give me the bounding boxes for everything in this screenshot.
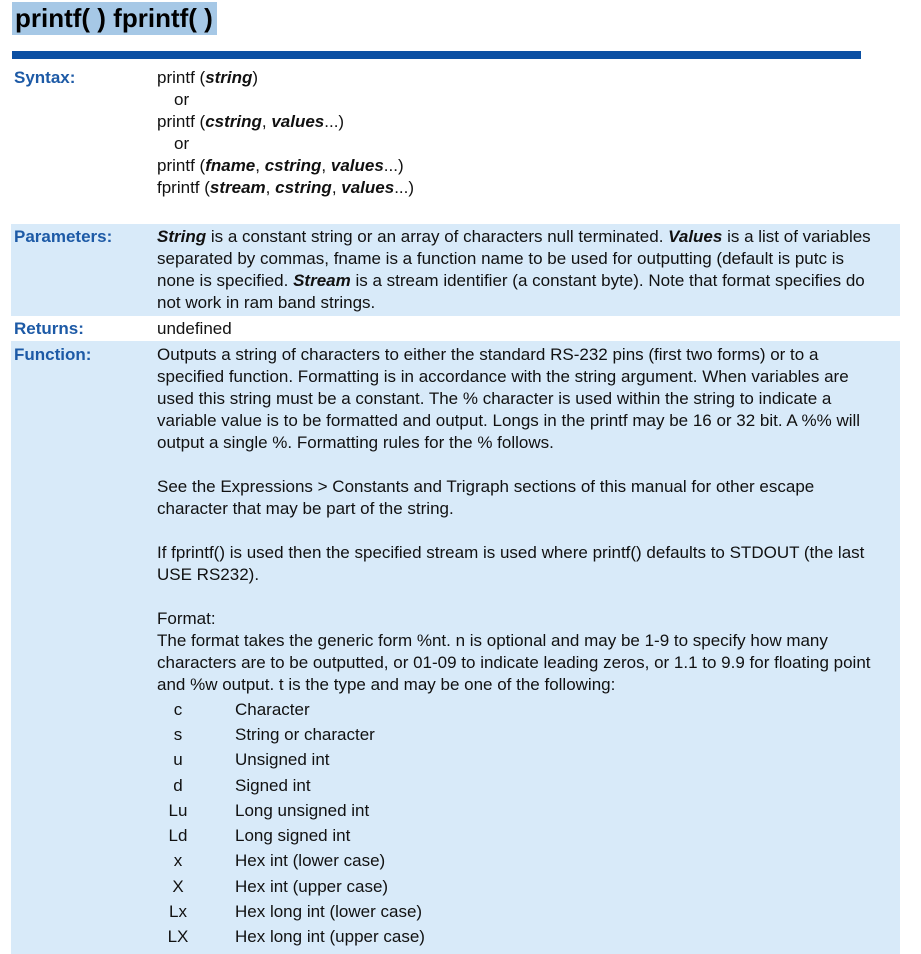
param-desc: is a constant string or an array of characters null terminated. <box>206 227 669 246</box>
param-term: Values <box>668 227 723 246</box>
syntax-sep: , <box>265 178 276 197</box>
format-type-code: X <box>172 877 184 896</box>
syntax-form-3 <box>157 155 414 177</box>
format-heading: Format: <box>157 609 216 628</box>
param-term: String <box>157 227 207 246</box>
format-type-desc: Hex int (lower case) <box>235 851 386 870</box>
format-type-desc: Signed int <box>235 776 311 795</box>
syntax-end: ...) <box>383 156 404 175</box>
format-type-code: u <box>173 750 183 769</box>
syntax-arg: string <box>205 68 253 87</box>
format-type-code: LX <box>167 927 189 946</box>
function-paragraph: See the Expressions > Constants and Trigraph sections of this manual for other escape character that may be part of the string. <box>157 477 815 518</box>
format-description: The format takes the generic form %nt. n is optional and may be 1-9 to specify how many characters are to be outputted, or 01-09 to indicate leading zeros, or 1.1 to 9.9 for floating point and %w output. t is the type and may be one of the following: <box>157 631 871 694</box>
format-type-desc: Hex int (upper case) <box>235 877 389 896</box>
format-type-desc: Hex long int (lower case) <box>235 902 423 921</box>
format-type-desc: Character <box>235 700 310 719</box>
param-term: Stream <box>293 271 351 290</box>
syntax-form-4 <box>157 177 414 199</box>
syntax-arg: values <box>271 112 325 131</box>
syntax-form-1 <box>157 67 414 89</box>
syntax-or: or <box>174 90 190 109</box>
syntax-label: Syntax: <box>14 68 76 87</box>
title-rule <box>12 51 861 59</box>
returns-value: undefined <box>157 319 232 338</box>
parameters-text <box>157 226 882 314</box>
syntax-sep: , <box>331 178 342 197</box>
syntax-sep: , <box>255 156 265 175</box>
syntax-arg: cstring <box>275 178 332 197</box>
format-type-code: x <box>173 851 183 870</box>
syntax-end: ...) <box>324 112 345 131</box>
format-type-code: s <box>173 725 183 744</box>
syntax-arg: values <box>341 178 395 197</box>
syntax-fn: printf ( <box>157 156 206 175</box>
syntax-end: ...) <box>394 178 415 197</box>
function-body <box>157 344 882 696</box>
page-title: printf( ) fprintf( ) <box>12 2 217 35</box>
format-type-code: c <box>173 700 183 719</box>
format-type-code: Lu <box>168 801 188 820</box>
syntax-arg: values <box>330 156 384 175</box>
format-type-desc: Long unsigned int <box>235 801 370 820</box>
function-paragraph: Outputs a string of characters to either the standard RS-232 pins (first two forms) or to a specified function. Formatting is in accordance with the string argument. When variables are used this string must be a constant. The % character is used within the string to indicate a variable value is to be formatted and output. Longs in the printf may be 16 or 32 bit. A %% will output a single %. Formatting rules for the % follows. <box>157 345 861 452</box>
function-paragraph: If fprintf() is used then the specified stream is used where printf() defaults to STDOUT (the last USE RS232). <box>157 543 865 584</box>
param-desc: is a list of variables separated by commas, fname is a function name to be used for outputting (default is putc is none is specified. <box>157 227 871 290</box>
syntax-arg: cstring <box>264 156 322 175</box>
syntax-or: or <box>174 134 190 153</box>
format-type-desc: String or character <box>235 725 375 744</box>
format-type-code: Lx <box>169 902 187 921</box>
syntax-form-2 <box>157 111 414 133</box>
syntax-arg: stream <box>209 178 266 197</box>
syntax-arg: cstring <box>205 112 262 131</box>
syntax-fn: printf ( <box>157 112 206 131</box>
syntax-sep: , <box>321 156 331 175</box>
format-type-code: d <box>173 776 183 795</box>
function-label: Function: <box>14 345 92 364</box>
syntax-fn: printf ( <box>157 68 206 87</box>
format-type-code: Ld <box>168 826 188 845</box>
param-desc: is a stream identifier (a constant byte). Note that format specifies do not work in ram band strings. <box>157 271 865 312</box>
syntax-block <box>157 67 414 199</box>
syntax-sep: , <box>261 112 272 131</box>
format-type-desc: Hex long int (upper case) <box>235 927 425 946</box>
format-type-desc: Long signed int <box>235 826 351 845</box>
syntax-fn: fprintf ( <box>157 178 210 197</box>
returns-label: Returns: <box>14 319 84 338</box>
format-type-desc: Unsigned int <box>235 750 330 769</box>
syntax-arg: fname <box>205 156 256 175</box>
parameters-label: Parameters: <box>14 227 113 246</box>
syntax-end: ) <box>252 68 259 87</box>
